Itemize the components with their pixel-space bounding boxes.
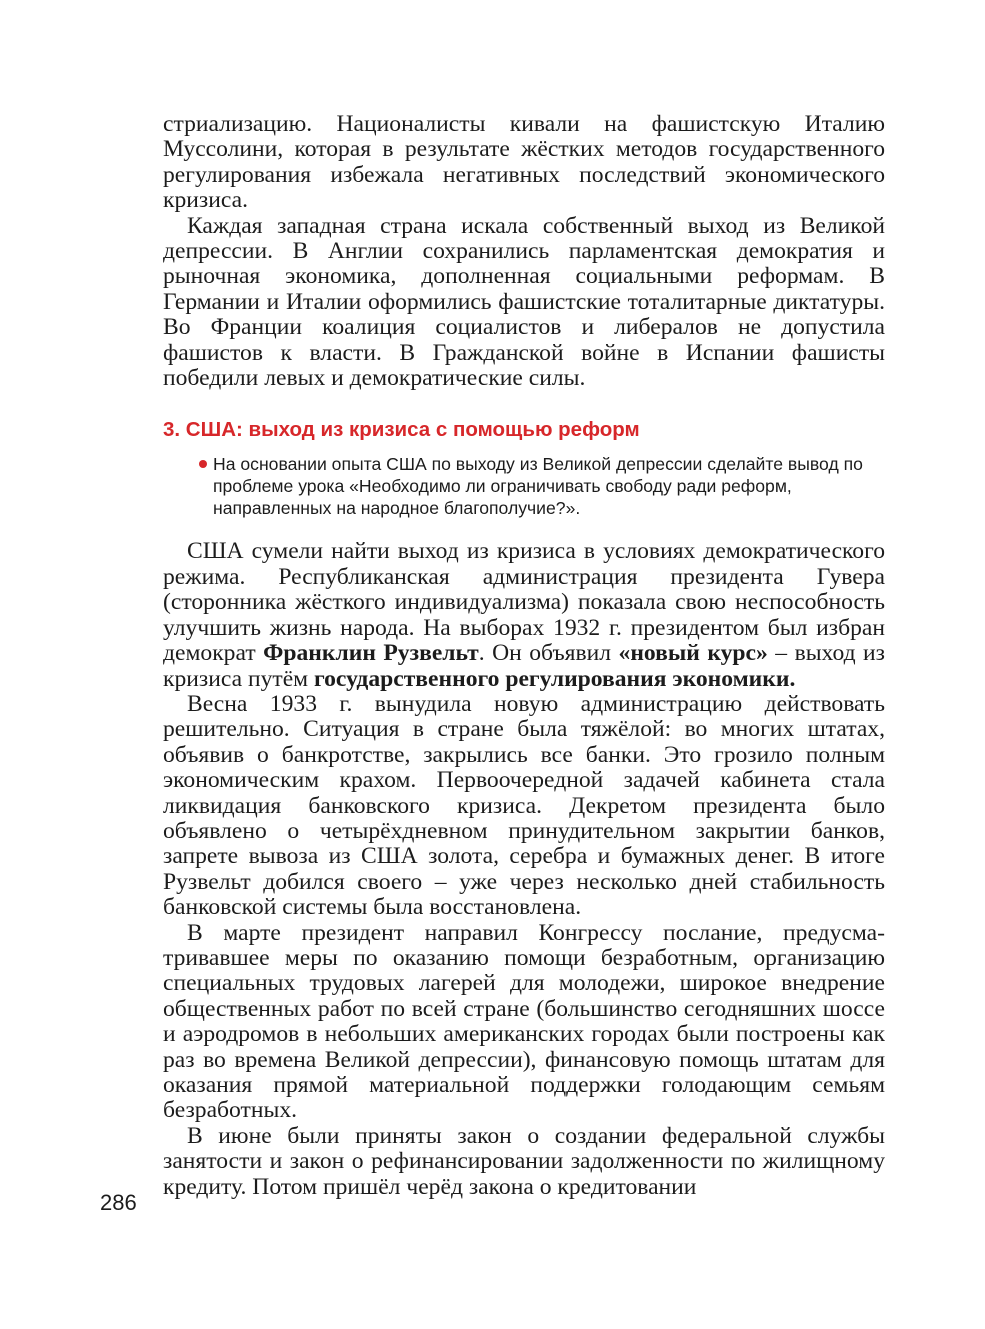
bold-term: «новый курс» <box>618 640 768 667</box>
text-run: США сумели найти выход из кризиса в условиях демократического режима. Республиканская администрация президента Гувера (сторонника жёсткого индивидуализма) показала свою неспособность улучшить жизнь народа. На выборах 1932 г. президентом был избран демократ <box>163 538 885 667</box>
text-run: стриализацию. Националисты кивали на фашистскую Италию Муссолини, которая в результате жёстких методов государственного регулирования избежала негативных последствий экономического кризиса. <box>163 111 885 214</box>
intro-text-block <box>163 112 885 391</box>
lesson-task <box>199 453 885 519</box>
text-run: – выход из кризиса путём <box>163 640 885 692</box>
paragraph <box>163 1124 885 1200</box>
text-run: В июне были приняты закон о создании федеральной службы занятости и закон о рефинансировании задолженности по жилищному кредиту. Потом пришёл черёд закона о кредитовании <box>163 1122 885 1200</box>
task-text: На основании опыта США по выходу из Великой депрессии сделайте вывод по проблеме урока «Необходимо ли ограничивать свободу ради реформ, направленных на народное благополучие?». <box>213 454 863 519</box>
page-content <box>163 112 885 1200</box>
paragraph <box>163 921 885 1124</box>
bold-term: государственного регулирования экономики. <box>314 665 796 692</box>
text-run: Весна 1933 г. вынудила новую администрацию действовать решительно. Ситуация в стране была тяжёлой: во многих штатах, объявив о банкротстве, закрылись все банки. Это грозило полным экономическим крахом. Первоочередной задачей кабинета стала ликвидация банковского кризиса. Декретом президента было объявлено о четырёхдневном принудительном закрытии банков, запрете вывоза из США золота, серебра и бумажных денег. В итоге Рузвельт добился своего – уже через несколько дней стабильность банковской системы была восстановлена. <box>163 690 885 921</box>
red-bullet-icon <box>199 460 207 468</box>
text-run: Каждая западная страна искала собственный выход из Великой депрессии. В Англии сохранились парламентская демократия и рыночная экономика, дополненная социальными реформам. В Германии и Италии оформились фашистские тоталитарные диктатуры. Во Франции коалиция социалистов и либералов не допустила фашистов к власти. В Гражданской войне в Испании фашисты победили левых и демократические силы. <box>163 212 885 392</box>
paragraph <box>163 539 885 691</box>
section-body-text <box>163 539 885 1200</box>
bold-term: Франклин Рузвельт <box>263 640 479 667</box>
paragraph <box>163 112 885 214</box>
paragraph <box>163 692 885 921</box>
page-number: 286 <box>100 1190 137 1215</box>
text-run: . Он объявил <box>478 640 619 667</box>
paragraph <box>163 214 885 392</box>
text-run: В марте президент направил Конгрессу послание, предусматривавшее меры по оказанию помощи безработным, организацию специальных трудовых лагерей для молодежи, широкое внедрение общественных работ по всей стране (большинство сегодняшних шоссе и аэродромов в небольших американских городах были построены как раз во времена Великой депрессии), финансовую помощь штатам для оказания прямой материальной поддержки голодающим семьям безработных. <box>163 919 885 1124</box>
section-heading: 3. США: выход из кризиса с помощью реформ <box>163 418 640 442</box>
